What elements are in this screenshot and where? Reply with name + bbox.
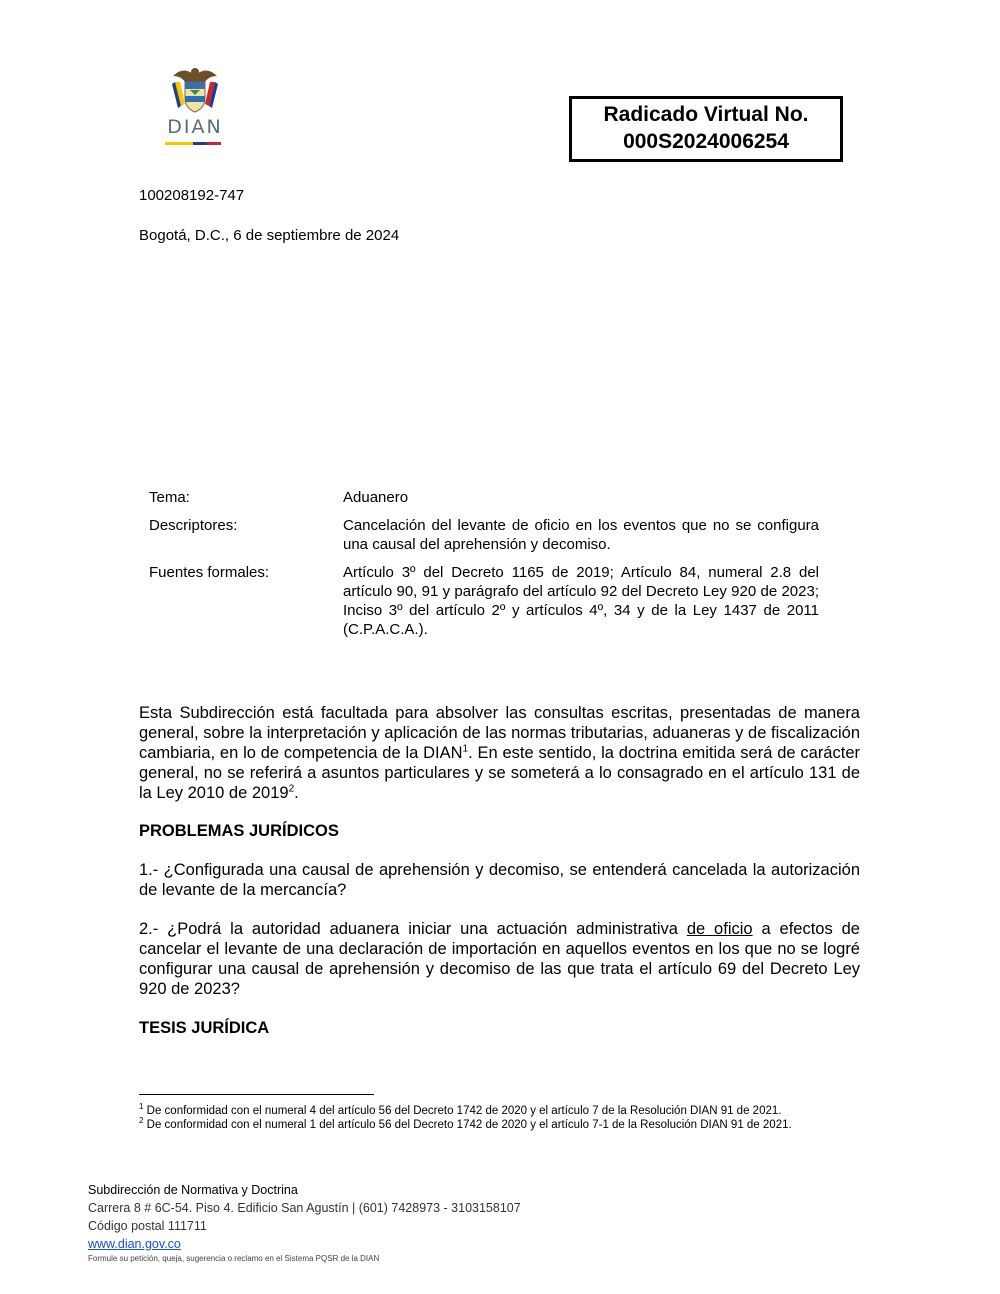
radicado-label: Radicado Virtual No.: [603, 103, 809, 126]
intro-text-3: .: [294, 784, 299, 802]
intro-text-1: Esta Subdirección está facultada para absolver las consultas escritas, presentadas de manera general, sobre la interpretación y aplicación de las normas tributarias, aduaneras y de fiscalización cambiaria, en lo de competencia de la DIAN: [139, 704, 860, 762]
footer-website-link[interactable]: www.dian.gov.co: [88, 1237, 181, 1251]
footnote-2: [139, 1118, 792, 1132]
intro-paragraph: [139, 703, 860, 803]
tema-label: Tema:: [149, 489, 190, 506]
logo-text: DIAN: [167, 116, 223, 138]
question-2-text-2: a efectos de cancelar el levante de una declaración de importación en aquellos eventos en los que no se logré configurar una causal de aprehensión y decomiso de las que trata el artículo 69 del Decreto Ley 920 de 2023?: [139, 920, 860, 998]
footnote-text: De conformidad con el numeral 4 del artículo 56 del Decreto 1742 de 2020 y el artículo 7 de la Resolución DIAN 91 de 2021.: [143, 1105, 782, 1117]
footer-postal: Código postal 111711: [88, 1219, 207, 1233]
footer-title: Subdirección de Normativa y Doctrina: [88, 1183, 298, 1197]
heading-problemas: PROBLEMAS JURÍDICOS: [139, 822, 339, 840]
question-2-underlined: de oficio: [686, 920, 753, 938]
footnote-text: De conformidad con el numeral 1 del artículo 56 del Decreto 1742 de 2020 y el artículo 7-1 de la Resolución DIAN 91 de 2021.: [143, 1119, 792, 1131]
radicado-box: [569, 96, 843, 162]
coat-of-arms-icon: [145, 62, 245, 152]
footnote-ref-1[interactable]: 1: [462, 743, 469, 755]
footnote-1: [139, 1104, 781, 1118]
fuentes-value: Artículo 3º del Decreto 1165 de 2019; Artículo 84, numeral 2.8 del artículo 90, 91 y parágrafo del artículo 92 del Decreto Ley 920 de 2023; Inciso 3º del artículo 2º y artículos 4º, 34 y de la Ley 1437 de 2011 (C.P.A.C.A.).: [343, 564, 819, 638]
document-reference: 100208192-747: [139, 187, 245, 204]
question-2-text-1: 2.- ¿Podrá la autoridad aduanera iniciar una actuación administrativa: [139, 920, 687, 938]
radicado-number: 000S2024006254: [623, 130, 789, 153]
fuentes-label: Fuentes formales:: [149, 564, 270, 581]
heading-tesis: TESIS JURÍDICA: [139, 1019, 270, 1037]
document-date: Bogotá, D.C., 6 de septiembre de 2024: [139, 227, 400, 244]
tema-value: Aduanero: [343, 489, 409, 506]
descriptores-value: Cancelación del levante de oficio en los eventos que no se configura una causal del aprehensión y decomiso.: [343, 517, 819, 553]
footer-pqsr-note: Formule su petición, queja, sugerencia o reclamo en el Sistema PQSR de la DIAN: [88, 1254, 380, 1263]
question-1: 1.- ¿Configurada una causal de aprehensión y decomiso, se entenderá cancelada la autorización de levante de la mercancía?: [139, 861, 860, 899]
descriptores-label: Descriptores:: [149, 517, 238, 534]
footnote-number: 2: [139, 1116, 144, 1126]
question-2: [139, 919, 860, 999]
footnote-number: 1: [139, 1102, 144, 1112]
dian-logo: [145, 62, 245, 152]
footnote-ref-2[interactable]: 2: [288, 783, 295, 795]
intro-text-2: . En este sentido, la doctrina emitida será de carácter general, no se referirá a asuntos particulares y se someterá a lo consagrado en el artículo 131 de la Ley 2010 de 2019: [139, 744, 860, 802]
footnote-divider: [139, 1094, 374, 1095]
footer-address: Carrera 8 # 6C-54. Piso 4. Edificio San Agustín | (601) 7428973 - 3103158107: [88, 1201, 521, 1215]
